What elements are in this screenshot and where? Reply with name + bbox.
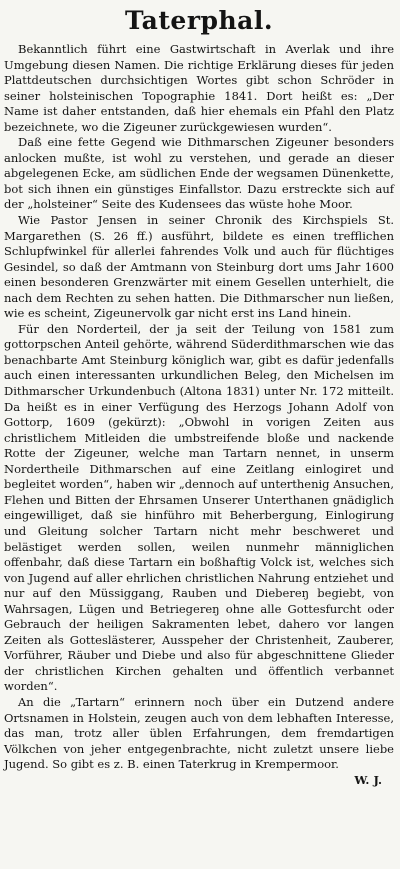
article-paragraph: Daß eine fette Gegend wie Dithmarschen Zigeuner besonders anlocken mußte, ist wohl zu verstehen, und gerade an dieser abgelegenen Ecke, am südlichen Ende der wegsamen Dünenkette, bot sich ihnen ein günstiges Einfallstor. Dazu erstreckte sich auf der „holsteiner“ Seite des Kudensees das wüste hohe Moor. [4, 135, 394, 212]
author-signature: W. J. [354, 772, 382, 787]
article-paragraph: Für den Norderteil, der ja seit der Teilung von 1581 zum gottorpschen Anteil gehörte, während Süderdithmarschen wie das benachbarte Amt Steinburg königlich war, gibt es dafür jedenfalls auch einen interessanten urkundlichen Beleg, den Michelsen im Dithmarscher Urkundenbuch (Altona 1831) unter Nr. 172 mitteilt. Da heißt es in einer Verfügung des Herzogs Johann Adolf von Gottorp, 1609 (gekürzt): „Obwohl in vorigen Zeiten aus christlichem Mitleiden die umbstreifende bloße und nackende Rotte der Zigeuner, welche man Tartarn nennet, in unserm Nordertheile Dithmarschen auf eine Zeitlang einlogiret und begleitet worden“, haben wir „dennoch auf unterthenig Ansuchen, Flehen und Bitten der Ehrsamen Unserer Unterthanen gnädiglich eingewilliget, daß sie hinführo mit Beherbergung, Einlogirung und Gleitung solcher Tartarn nicht mehr beschweret und belästiget werden sollen, weilen nunmehr männiglichen offenbahr, daß diese Tartarn ein boßhaftig Volck ist, welches sich von Jugend auf aller ehrlichen christlichen Nahrung entziehet und nur auf den Müssiggang, Rauben und Diebereŋ begiebt, von Wahrsagen, Lügen und Betriegereŋ ohne alle Gottesfurcht oder Gebrauch der heiligen Sakramenten lebet, dahero vor langen Zeiten als Gotteslästerer, Ausspeher der Christenheit, Zauberer, Vorführer, Räuber und Diebe und also für abgeschnittene Glieder der christlichen Kirchen gehalten und öffentlich verbannet worden“. [4, 321, 394, 694]
article-paragraph: An die „Tartarn“ erinnern noch über ein Dutzend andere Ortsnamen in Holstein, zeugen auch von dem lebhaften Interesse, das man, trotz aller üblen Erfahrungen, dem fremdartigen Völkchen von jeher entgegenbrachte, nicht zuletzt unsere liebe Jugend. So gibt es z. B. einen Taterkrug in Krempermoor. [4, 694, 394, 772]
article-paragraph: Wie Pastor Jensen in seiner Chronik des Kirchspiels St. Margarethen (S. 26 ff.) ausführt, bildete es einen trefflichen Schlupfwinkel für allerlei fahrendes Volk und auch für flüchtiges Gesindel, so daß der Amtmann von Steinburg dort ums Jahr 1600 einen besonderen Grenzwärter mit einem Gesellen unterhielt, die nach dem Rechten zu sehen hatten. Die Dithmarscher nun ließen, wie es scheint, Zigeunervolk gar nicht erst ins Land hinein. [4, 213, 394, 321]
article-title: Taterphal. [124, 6, 274, 35]
article-paragraph: Bekanntlich führt eine Gastwirtschaft in Averlak und ihre Umgebung diesen Namen. Die richtige Erklärung dieses für jeden Plattdeutschen durchsichtigen Wortes gibt schon Schröder in seiner holsteinischen Topographie 1841. Dort heißt es: „Der Name ist daher entstanden, daß hier ehemals ein Pfahl den Platz bezeichnete, wo die Zigeuner zurückgewiesen wurden“. [4, 42, 394, 134]
article-body [4, 42, 394, 788]
